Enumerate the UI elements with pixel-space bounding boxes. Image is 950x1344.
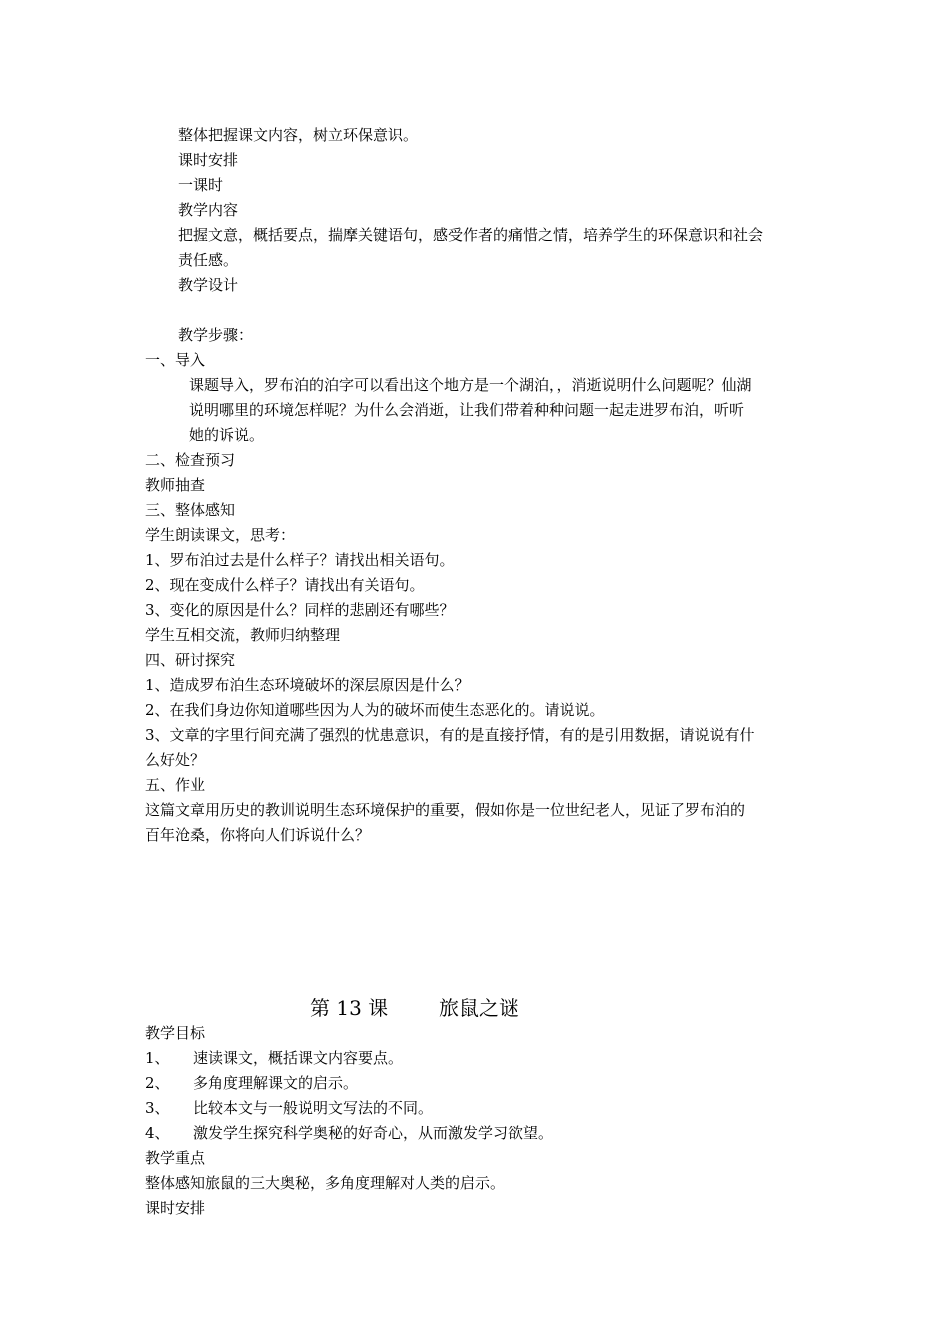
goal-text: 比较本文与一般说明文写法的不同。 xyxy=(193,1099,434,1117)
goal-item xyxy=(145,1096,433,1121)
step-heading-intro: 一、导入 xyxy=(145,351,206,369)
list-item: 2、现在变成什么样子？请找出有关语句。 xyxy=(145,576,425,594)
text-line: 学生互相交流，教师归纳整理 xyxy=(145,626,341,644)
step-heading: 五、作业 xyxy=(145,776,206,794)
step-heading: 二、检查预习 xyxy=(145,451,236,469)
goal-text: 激发学生探究科学奥秘的好奇心，从而激发学习欲望。 xyxy=(193,1124,554,1142)
list-item: 1、罗布泊过去是什么样子？请找出相关语句。 xyxy=(145,551,455,569)
text-line: 她的诉说。 xyxy=(189,426,265,444)
list-item: 3、文章的字里行间充满了强烈的忧患意识，有的是直接抒情，有的是引用数据，请说说有什 xyxy=(145,726,755,744)
goal-item xyxy=(145,1046,403,1071)
list-item: 1、造成罗布泊生态环境破坏的深层原因是什么？ xyxy=(145,676,470,694)
heading-schedule: 课时安排 xyxy=(145,1199,206,1217)
goal-item xyxy=(145,1071,358,1096)
heading-steps: 教学步骤： xyxy=(178,326,254,344)
text-line: 课题导入，罗布泊的泊字可以看出这个地方是一个湖泊，，消逝说明什么问题呢？仙湖 xyxy=(189,376,752,394)
list-item: 3、变化的原因是什么？同样的悲剧还有哪些？ xyxy=(145,601,455,619)
heading-design: 教学设计 xyxy=(178,276,239,294)
text-line: 百年沧桑，你将向人们诉说什么？ xyxy=(145,826,371,844)
step-heading: 三、整体感知 xyxy=(145,501,236,519)
list-item: 2、在我们身边你知道哪些因为人为的破坏而使生态恶化的。请说说。 xyxy=(145,701,605,719)
goal-text: 速读课文，概括课文内容要点。 xyxy=(193,1049,404,1067)
text-line: 把握文意，概括要点，揣摩关键语句，感受作者的痛惜之情，培养学生的环保意识和社会 xyxy=(178,226,764,244)
heading-focus: 教学重点 xyxy=(145,1149,206,1167)
heading-goals: 教学目标 xyxy=(145,1024,206,1042)
text-line: 整体把握课文内容，树立环保意识。 xyxy=(178,126,419,144)
goal-number: 2、 xyxy=(145,1074,170,1092)
text-line: 教师抽查 xyxy=(145,476,206,494)
lesson-title: 第 13 课 旅鼠之谜 xyxy=(310,996,520,1020)
step-heading: 四、研讨探究 xyxy=(145,651,236,669)
text-line: 责任感。 xyxy=(178,251,239,269)
text-line: 一课时 xyxy=(178,176,224,194)
text-line: 这篇文章用历史的教训说明生态环境保护的重要，假如你是一位世纪老人，见证了罗布泊的 xyxy=(145,801,746,819)
goal-number: 3、 xyxy=(145,1099,170,1117)
goal-text: 多角度理解课文的启示。 xyxy=(193,1074,359,1092)
goal-number: 1、 xyxy=(145,1049,170,1067)
goal-item xyxy=(145,1121,553,1146)
text-line: 整体感知旅鼠的三大奥秘，多角度理解对人类的启示。 xyxy=(145,1174,506,1192)
heading-schedule: 课时安排 xyxy=(178,151,239,169)
goal-number: 4、 xyxy=(145,1124,170,1142)
text-line: 说明哪里的环境怎样呢？为什么会消逝，让我们带着种种问题一起走进罗布泊，听听 xyxy=(189,401,745,419)
text-line: 么好处？ xyxy=(145,751,206,769)
text-line: 学生朗读课文，思考： xyxy=(145,526,296,544)
heading-content: 教学内容 xyxy=(178,201,239,219)
